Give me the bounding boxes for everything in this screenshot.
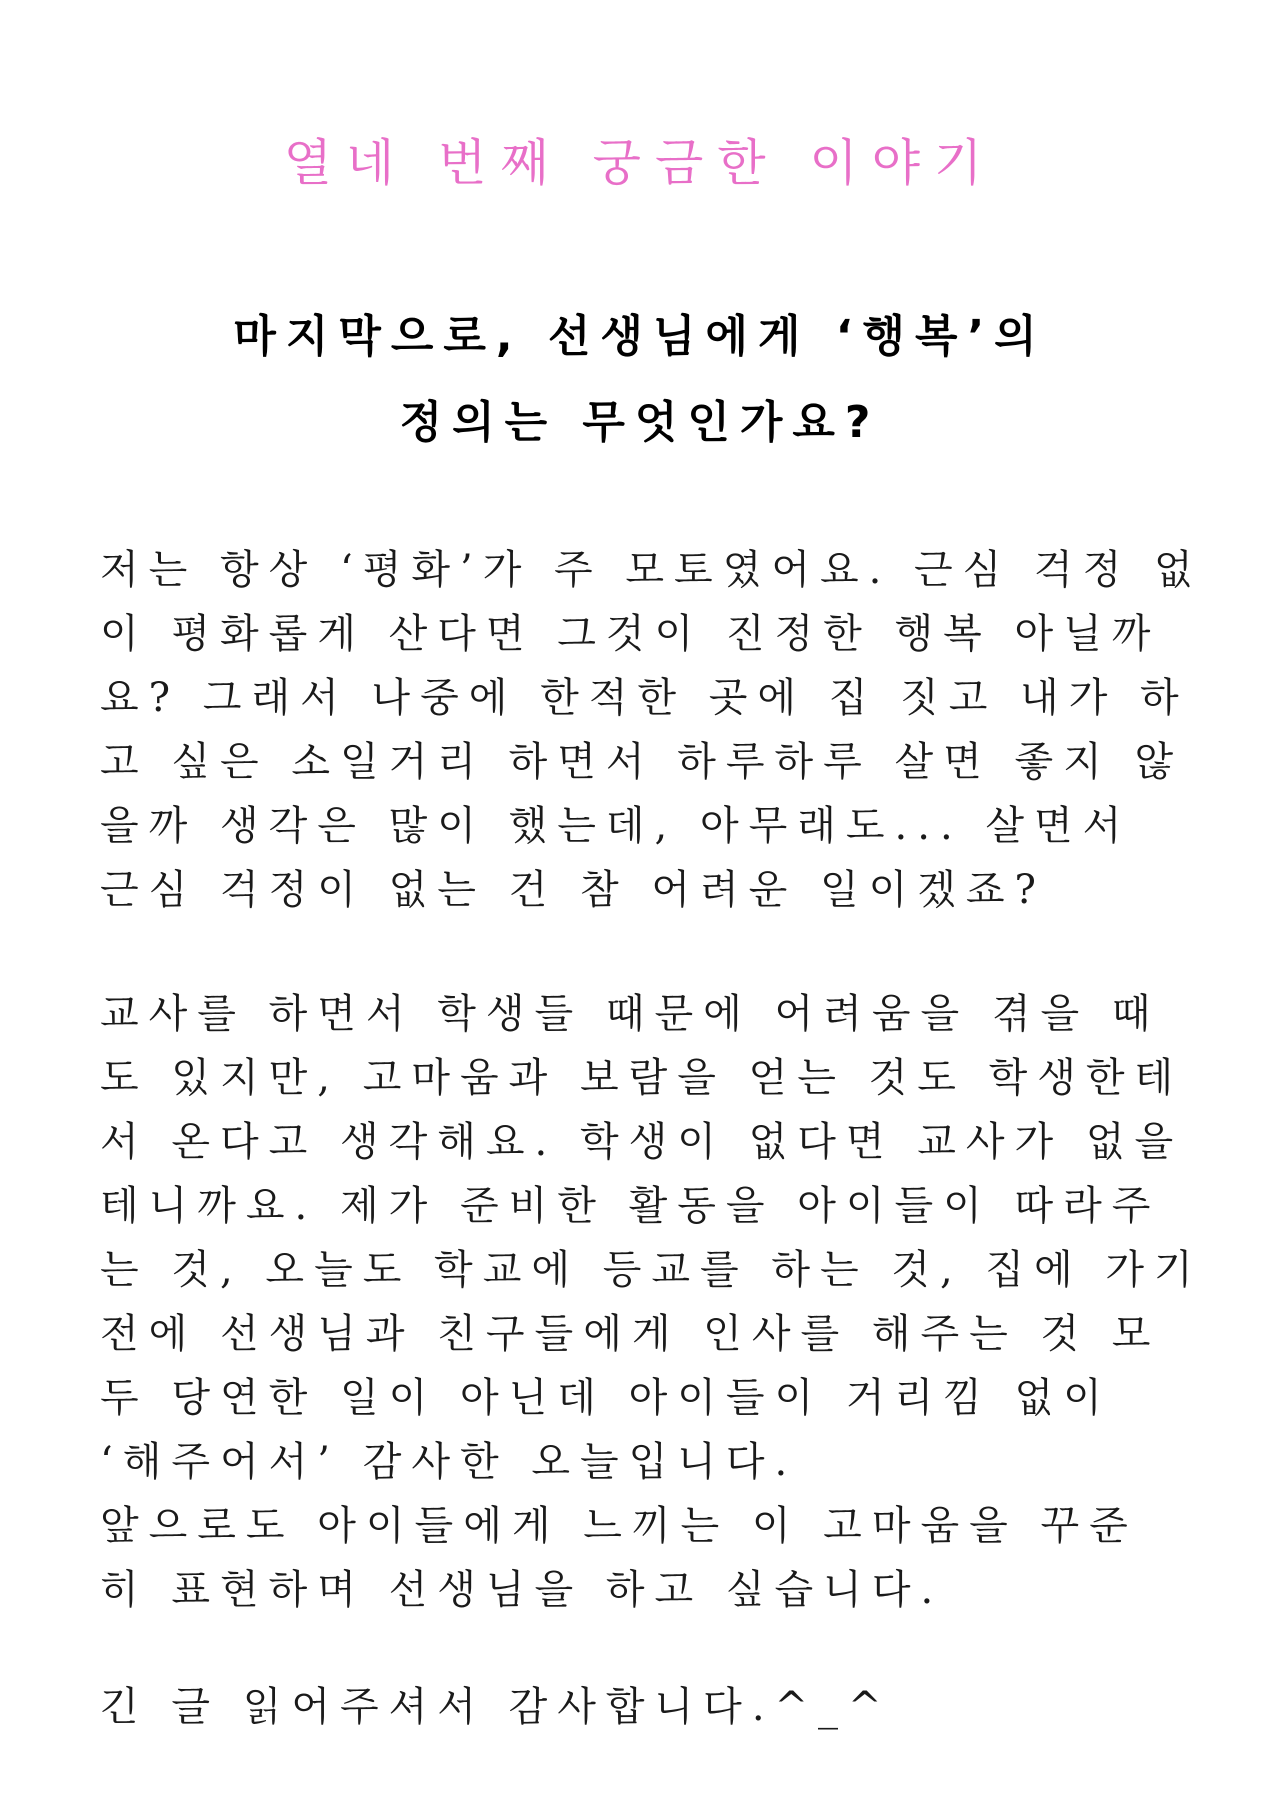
paragraph-line: 을까 생각은 많이 했는데, 아무래도... 살면서 — [100, 803, 1132, 849]
paragraph-line: 근심 걱정이 없는 건 참 어려운 일이겠죠? — [100, 867, 1046, 913]
page-title: 열네 번째 궁금한 이야기 — [283, 134, 997, 192]
paragraph-line: 도 있지만, 고마움과 보람을 얻는 것도 학생한테 — [100, 1055, 1184, 1101]
paragraph-line: 고 싶은 소일거리 하면서 하루하루 살면 좋지 않 — [100, 739, 1184, 785]
paragraph-2 — [100, 982, 1203, 1622]
closing-line: 긴 글 읽어주셔서 감사합니다.^_^ — [100, 1684, 892, 1730]
paragraph-line: 두 당연한 일이 아닌데 아이들이 거리낌 없이 — [100, 1375, 1112, 1421]
paragraph-line: 히 표현하며 선생님을 하고 싶습니다. — [100, 1567, 944, 1613]
paragraph-line: 이 평화롭게 산다면 그것이 진정한 행복 아닐까 — [100, 611, 1161, 657]
question-line-1: 마지막으로, 선생님에게 ‘행복’의 — [233, 311, 1047, 362]
paragraph-line: 전에 선생님과 친구들에게 인사를 해주는 것 모 — [100, 1311, 1161, 1357]
paragraph-line: 저는 항상 ‘평화’가 주 모토였어요. 근심 걱정 없 — [100, 547, 1203, 593]
paragraph-line: 앞으로도 아이들에게 느끼는 이 고마움을 꾸준 — [100, 1503, 1138, 1549]
paragraph-line: 요? 그래서 나중에 한적한 곳에 집 짓고 내가 하 — [100, 675, 1189, 721]
paragraph-line: ‘해주어서’ 감사한 오늘입니다. — [100, 1439, 798, 1485]
paragraph-line: 서 온다고 생각해요. 학생이 없다면 교사가 없을 — [100, 1119, 1184, 1165]
paragraph-line: 교사를 하면서 학생들 때문에 어려움을 겪을 때 — [100, 991, 1161, 1037]
question-heading — [0, 294, 1280, 466]
paragraph-1 — [100, 538, 1203, 922]
paragraph-line: 는 것, 오늘도 학교에 등교를 하는 것, 집에 가기 — [100, 1247, 1203, 1293]
question-line-2: 정의는 무엇인가요? — [399, 397, 881, 448]
paragraph-line: 테니까요. 제가 준비한 활동을 아이들이 따라주 — [100, 1183, 1161, 1229]
closing-paragraph — [100, 1675, 1200, 1739]
